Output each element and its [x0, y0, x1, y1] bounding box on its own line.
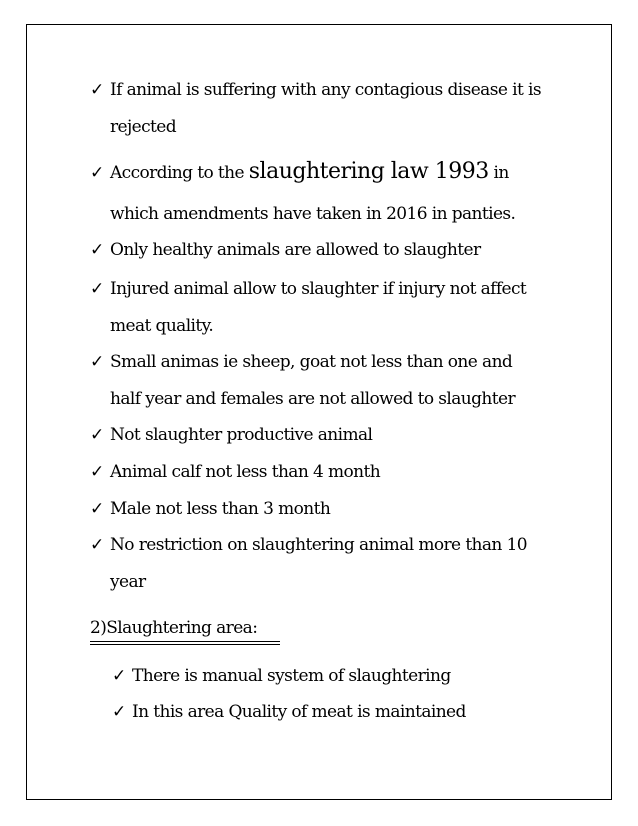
bullet-item — [90, 80, 541, 100]
bullet-text: Not slaughter productive animal — [110, 425, 373, 445]
bullet-text: Only healthy animals are allowed to slaughter — [110, 240, 481, 260]
bullet-text: Male not less than 3 month — [110, 499, 331, 519]
checkmark-icon: ✓ — [112, 666, 126, 686]
section-item-text: There is manual system of slaughtering — [132, 666, 451, 686]
checkmark-icon: ✓ — [90, 163, 104, 183]
bullet-item — [90, 425, 372, 445]
checkmark-icon: ✓ — [90, 240, 104, 260]
bullet-item — [90, 499, 330, 519]
checkmark-icon: ✓ — [112, 702, 126, 722]
bullet-item — [90, 352, 512, 372]
section-item-text: In this area Quality of meat is maintained — [132, 702, 466, 722]
checkmark-icon: ✓ — [90, 535, 104, 555]
bullet-item — [90, 159, 509, 184]
bullet-text: According to the — [110, 163, 249, 183]
bullet-text: in — [488, 163, 509, 183]
bullet-continuation: meat quality. — [110, 316, 214, 336]
bullet-continuation: year — [110, 572, 146, 592]
bullet-text: If animal is suffering with any contagious disease it is — [110, 80, 541, 100]
bullet-item — [90, 462, 380, 482]
checkmark-icon: ✓ — [90, 352, 104, 372]
law-reference: slaughtering law 1993 — [248, 159, 489, 184]
checkmark-icon: ✓ — [90, 462, 104, 482]
bullet-text: Small animas ie sheep, goat not less than one and — [110, 352, 513, 372]
checkmark-icon: ✓ — [90, 499, 104, 519]
checkmark-icon: ✓ — [90, 425, 104, 445]
bullet-item — [90, 535, 527, 555]
heading-underline — [90, 641, 280, 642]
checkmark-icon: ✓ — [90, 80, 104, 100]
section-heading: 2)Slaughtering area: — [90, 618, 258, 638]
bullet-continuation: half year and females are not allowed to slaughter — [110, 389, 516, 409]
section-item — [112, 666, 451, 686]
checkmark-icon: ✓ — [90, 279, 104, 299]
section-item — [112, 702, 466, 722]
bullet-text: Injured animal allow to slaughter if injury not affect — [110, 279, 527, 299]
bullet-text: No restriction on slaughtering animal more than 10 — [110, 535, 528, 555]
bullet-item — [90, 240, 480, 260]
bullet-text: Animal calf not less than 4 month — [110, 462, 381, 482]
bullet-item — [90, 279, 526, 299]
bullet-continuation: rejected — [110, 117, 177, 137]
bullet-continuation: which amendments have taken in 2016 in panties. — [110, 204, 516, 224]
heading-underline — [90, 644, 280, 645]
